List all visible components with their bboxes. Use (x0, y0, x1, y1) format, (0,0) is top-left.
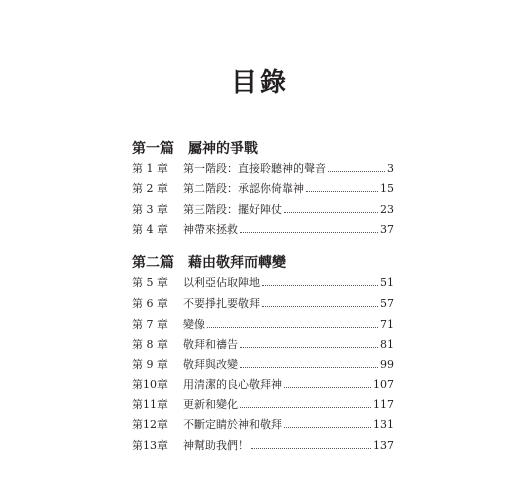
page-number: 23 (380, 203, 394, 216)
chapter-title: 用清潔的良心敬拜神 (183, 378, 282, 391)
dot-leader (240, 338, 378, 348)
page-number: 37 (380, 223, 394, 236)
page-number: 3 (387, 162, 394, 175)
chapter-title: 第三階段：擺好陣仗 (183, 203, 282, 216)
page-number: 117 (373, 398, 394, 411)
dot-leader (207, 318, 378, 328)
chapter-number: 第 6 章 (132, 297, 168, 310)
chapter-number: 第11章 (132, 398, 168, 411)
part-heading-1 (132, 138, 258, 158)
chapter-title: 第一階段：直接聆聽神的聲音 (183, 162, 326, 175)
toc-entry[interactable] (132, 376, 394, 392)
toc-entry[interactable] (132, 201, 394, 217)
chapter-number: 第 7 章 (132, 318, 168, 331)
chapter-title: 神幫助我們！ (183, 439, 249, 452)
chapter-number: 第 4 章 (132, 223, 168, 236)
chapter-number: 第 5 章 (132, 276, 168, 289)
chapter-title: 第二階段：承認你倚靠神 (183, 182, 304, 195)
chapter-number: 第 9 章 (132, 358, 168, 371)
toc-entry[interactable] (132, 396, 394, 412)
chapter-title: 變像 (183, 318, 205, 331)
page-number: 57 (380, 297, 394, 310)
chapter-title: 以利亞佔取陣地 (183, 276, 260, 289)
chapter-number: 第 8 章 (132, 338, 168, 351)
chapter-number: 第 1 章 (132, 162, 168, 175)
toc-entry[interactable] (132, 416, 394, 432)
chapter-title: 更新和變化 (183, 398, 238, 411)
dot-leader (284, 378, 371, 388)
dot-leader (262, 276, 378, 286)
part-title: 屬神的爭戰 (188, 141, 258, 157)
toc-entry[interactable] (132, 274, 394, 290)
page-number: 51 (380, 276, 394, 289)
dot-leader (251, 439, 371, 449)
dot-leader (240, 398, 371, 408)
page-number: 137 (373, 439, 394, 452)
dot-leader (284, 418, 371, 428)
toc-entry[interactable] (132, 316, 394, 332)
page-number: 107 (373, 378, 394, 391)
chapter-number: 第13章 (132, 439, 168, 452)
dot-leader (240, 358, 378, 368)
dot-leader (328, 162, 385, 172)
chapter-title: 敬拜和禱告 (183, 338, 238, 351)
dot-leader (284, 203, 378, 213)
page-title: 目錄 (230, 68, 289, 98)
toc-entry[interactable] (132, 356, 394, 372)
part-label: 第二篇 (132, 255, 174, 271)
toc-entry[interactable] (132, 221, 394, 237)
page-number: 131 (373, 418, 394, 431)
chapter-title: 不斷定睛於神和敬拜 (183, 418, 282, 431)
chapter-title: 神帶來拯救 (183, 223, 238, 236)
toc-entry[interactable] (132, 180, 394, 196)
part-heading-2 (132, 252, 286, 272)
chapter-title: 不要掙扎要敬拜 (183, 297, 260, 310)
toc-entry[interactable] (132, 295, 394, 311)
chapter-title: 敬拜與改變 (183, 358, 238, 371)
chapter-number: 第10章 (132, 378, 168, 391)
chapter-number: 第12章 (132, 418, 168, 431)
chapter-number: 第 2 章 (132, 182, 168, 195)
page-number: 15 (380, 182, 394, 195)
chapter-number: 第 3 章 (132, 203, 168, 216)
part-title: 藉由敬拜而轉變 (188, 255, 286, 271)
toc-entry[interactable] (132, 437, 394, 453)
page-number: 71 (380, 318, 394, 331)
part-label: 第一篇 (132, 141, 174, 157)
page-number: 99 (380, 358, 394, 371)
toc-entry[interactable] (132, 336, 394, 352)
page-number: 81 (380, 338, 394, 351)
toc-entry[interactable] (132, 160, 394, 176)
dot-leader (262, 297, 378, 307)
dot-leader (240, 223, 378, 233)
dot-leader (306, 182, 378, 192)
